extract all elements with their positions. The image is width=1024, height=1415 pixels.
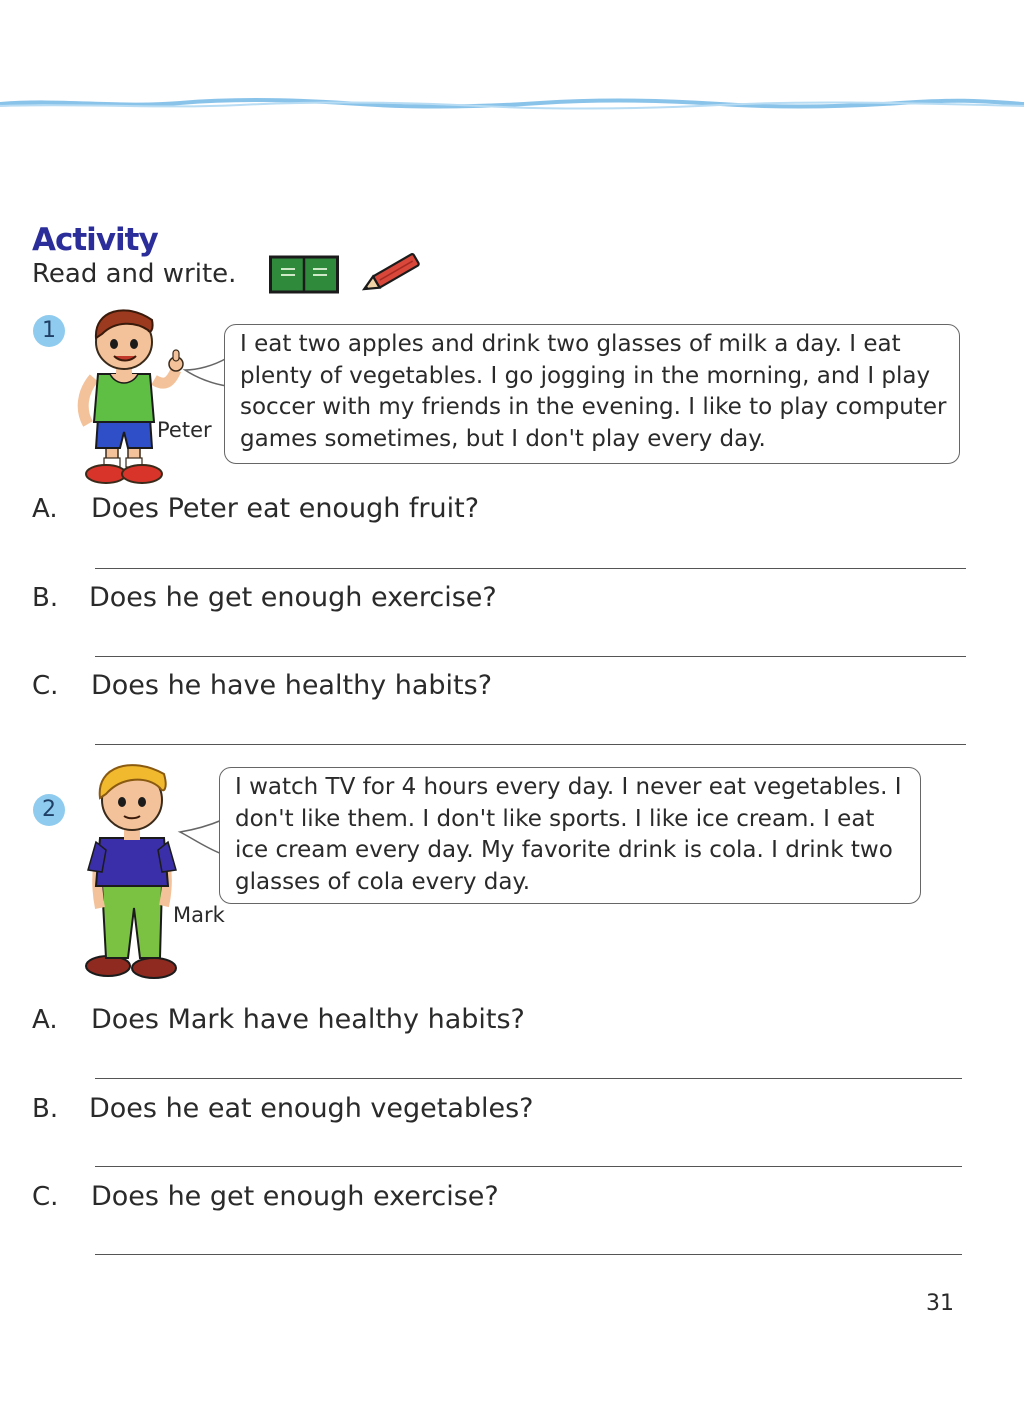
question-letter: B. bbox=[32, 583, 59, 613]
answer-line[interactable] bbox=[95, 1254, 962, 1255]
character-name-peter: Peter bbox=[157, 418, 212, 442]
peter-boy-illustration bbox=[76, 300, 186, 486]
page-number: 31 bbox=[926, 1291, 954, 1316]
question-letter: B. bbox=[32, 1094, 59, 1124]
answer-line[interactable] bbox=[95, 1078, 962, 1079]
speech-bubble-tail bbox=[183, 356, 229, 390]
question-letter: A. bbox=[32, 1005, 58, 1035]
question-letter: C. bbox=[32, 1182, 59, 1212]
mark-boy-illustration bbox=[82, 758, 182, 982]
speech-bubble-mark bbox=[219, 767, 921, 904]
speech-bubble-peter bbox=[224, 324, 960, 464]
section-number-badge: 1 bbox=[33, 315, 65, 347]
open-book-icon bbox=[269, 254, 339, 294]
speech-text: I eat two apples and drink two glasses of milk a day. I eat plenty of vegetables. I go jogging in the morning, and I play soccer with my friends in the evening. I like to play computer games sometimes, but I don't play every day. bbox=[240, 331, 947, 452]
instruction-text: Read and write. bbox=[32, 259, 237, 289]
section-number-badge: 2 bbox=[33, 794, 65, 826]
question-text: Does Peter eat enough fruit? bbox=[91, 493, 480, 524]
answer-line[interactable] bbox=[95, 1166, 962, 1167]
speech-text: I watch TV for 4 hours every day. I never eat vegetables. I don't like them. I don't like sports. I like ice cream. I eat ice cream every day. My favorite drink is cola. I drink two glasses of cola every day. bbox=[235, 774, 902, 895]
answer-line[interactable] bbox=[95, 568, 966, 569]
answer-line[interactable] bbox=[95, 744, 966, 745]
answer-line[interactable] bbox=[95, 656, 966, 657]
question-text: Does he have healthy habits? bbox=[91, 670, 493, 701]
question-text: Does he get enough exercise? bbox=[91, 1181, 499, 1212]
question-letter: A. bbox=[32, 494, 58, 524]
speech-bubble-tail bbox=[178, 818, 224, 858]
question-text: Does Mark have healthy habits? bbox=[91, 1004, 525, 1035]
activity-heading: Activity bbox=[32, 222, 158, 258]
question-text: Does he get enough exercise? bbox=[89, 582, 497, 613]
question-letter: C. bbox=[32, 671, 59, 701]
decorative-wave-line bbox=[0, 92, 1024, 116]
question-text: Does he eat enough vegetables? bbox=[89, 1093, 534, 1124]
pencil-icon bbox=[356, 250, 430, 296]
character-name-mark: Mark bbox=[173, 903, 225, 927]
